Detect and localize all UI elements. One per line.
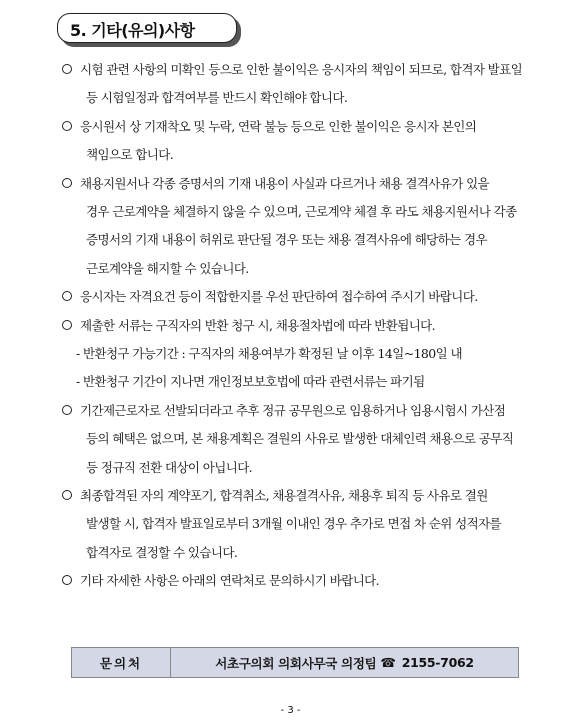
line-text: 기타 자세한 사항은 아래의 연락처로 문의하시기 바랍니다. [80, 573, 380, 589]
line-text: 합격자로 결정할 수 있습니다. [86, 544, 238, 560]
line-text: 시험 관련 사항의 미확인 등으로 인한 불이익은 응시자의 책임이 되므로, 합격자 발표일 [80, 62, 523, 77]
section-title: 5. 기타(유의)사항 [70, 21, 195, 40]
circle-bullet-icon [62, 405, 72, 415]
line-text: - 반환청구 기간이 지나면 개인정보보호법에 따라 관련서류는 파기됨 [76, 374, 425, 390]
line-text: 책임으로 합니다. [86, 147, 174, 163]
line-text: 등의 혜택은 없으며, 본 채용계획은 결원의 사유로 발생한 대체인력 채용으로 공무직 [86, 431, 514, 447]
dash-item [76, 344, 462, 362]
line-text: 경우 근로계약을 체결하지 않을 수 있으며, 근로계약 체결 후 라도 채용지원서나 각종 [86, 204, 517, 219]
continuation-line [86, 458, 252, 476]
contact-label: 문의처 [72, 648, 171, 677]
bullet-item [62, 117, 476, 135]
line-text: - 반환청구 가능기간 : 구직자의 채용여부가 확정된 날 이후 14일~180일 내 [76, 346, 462, 361]
bullet-item [62, 174, 489, 192]
section-header-box [57, 13, 237, 43]
line-text: 기간제근로자로 선발되더라고 추후 정규 공무원으로 임용하거나 임용시험시 가산점 [80, 402, 506, 418]
continuation-line [86, 514, 501, 532]
line-text: 등 정규직 전환 대상이 아닙니다. [86, 459, 253, 475]
line-text: 응시원서 상 기재착오 및 누락, 연락 불능 등으로 인한 불이익은 응시자 본인의 [80, 118, 477, 134]
line-text: 증명서의 기재 내용이 허위로 판단될 경우 또는 채용 결격사유에 해당하는 경우 [86, 232, 487, 248]
continuation-line [86, 230, 487, 248]
contact-phone: 2155-7062 [401, 655, 474, 670]
dash-item [76, 372, 425, 390]
page-number: - 3 - [280, 705, 301, 716]
contact-value [171, 648, 518, 677]
line-text: 최종합격된 자의 계약포기, 합격취소, 채용결격사유, 채용후 퇴직 등 사유로 결원 [80, 488, 488, 503]
bullet-item [62, 316, 435, 334]
circle-bullet-icon [62, 575, 72, 585]
line-text: 제출한 서류는 구직자의 반환 청구 시, 채용절차법에 따라 반환됩니다. [80, 317, 436, 333]
phone-icon: ☎ [380, 655, 396, 670]
continuation-line [86, 259, 249, 277]
line-text: 응시자는 자격요건 등이 적합한지를 우선 판단하여 접수하여 주시기 바랍니다. [80, 289, 478, 305]
continuation-line [86, 202, 517, 220]
line-text: 등 시험일정과 합격여부를 반드시 확인해야 합니다. [86, 90, 348, 106]
bullet-item [62, 401, 505, 419]
continuation-line [86, 543, 237, 561]
line-text: 근로계약을 해지할 수 있습니다. [86, 260, 249, 276]
bullet-item [62, 287, 478, 305]
line-text: 발생할 시, 합격자 발표일로부터 3개월 이내인 경우 추가로 면접 차 순위 성적자를 [86, 516, 502, 532]
continuation-line [86, 88, 347, 106]
continuation-line [86, 145, 173, 163]
bullet-item [62, 571, 379, 589]
contact-org: 서초구의회 의회사무국 의정팀 [215, 655, 377, 671]
bullet-item [62, 486, 488, 504]
line-text: 채용지원서나 각종 증명서의 기재 내용이 사실과 다르거나 채용 결격사유가 있을 [80, 175, 490, 191]
circle-bullet-icon [62, 490, 72, 500]
circle-bullet-icon [62, 178, 72, 188]
circle-bullet-icon [62, 121, 72, 131]
contact-box [71, 647, 519, 678]
circle-bullet-icon [62, 320, 72, 330]
continuation-line [86, 429, 513, 447]
circle-bullet-icon [62, 291, 72, 301]
circle-bullet-icon [62, 64, 72, 74]
bullet-item [62, 60, 522, 78]
